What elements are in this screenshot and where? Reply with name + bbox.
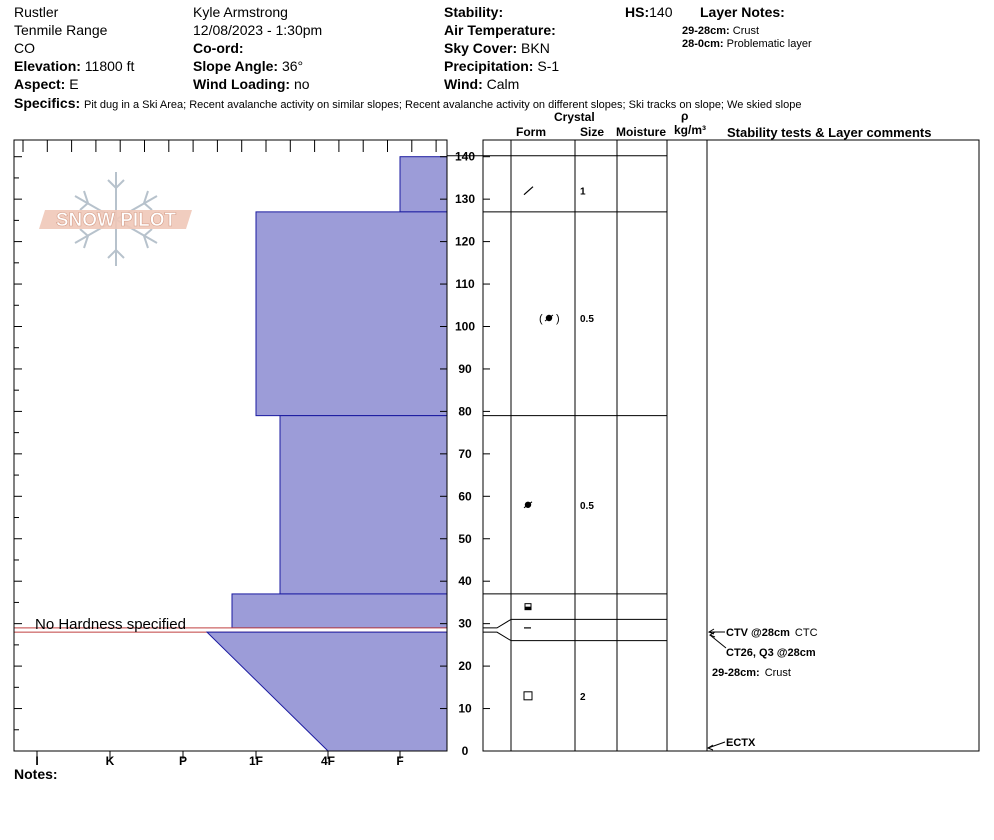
col-stability: Stability tests & Layer comments [727, 125, 932, 140]
y-tick-label-70: 70 [458, 446, 472, 461]
svg-text:(: ( [539, 313, 543, 326]
x-tick-label-K: K [105, 754, 115, 768]
hardness-layer-0 [400, 157, 447, 212]
svg-text:ECTX: ECTX [726, 737, 756, 749]
wind-loading-value: no [293, 76, 310, 92]
svg-text:CTV @28cmCTC: CTV @28cm CTC [726, 627, 818, 639]
col-moisture: Moisture [616, 125, 667, 139]
layer-note-1: 29-28cm: Crust [682, 25, 760, 37]
hardness-profile [14, 157, 447, 751]
layer-notes-title: Layer Notes: [700, 4, 785, 20]
datetime: 12/08/2023 - 1:30pm [193, 22, 323, 38]
crystal-precipitation-particles-icon [524, 187, 533, 195]
wind-label: Wind: [444, 76, 483, 92]
y-tick-label-90: 90 [458, 361, 472, 376]
slope-label: Slope Angle: [193, 58, 279, 74]
sky-label: Sky Cover: [444, 40, 518, 56]
crystal-size-2: 0.5 [580, 500, 594, 512]
slope-value: 36° [281, 58, 304, 74]
y-tick-label-40: 40 [458, 574, 472, 589]
crystal-faceted-crystals-icon [524, 692, 532, 700]
hardness-layer-3 [232, 594, 447, 628]
y-tick-label-0: 0 [461, 744, 469, 758]
aspect-label: Aspect: [14, 76, 66, 92]
crystal-size-1: 0.5 [580, 314, 594, 326]
coord-label: Co-ord: [193, 40, 244, 56]
specifics-value: Pit dug in a Ski Area; Recent avalanche activity on similar slopes; Recent avalanche activity on different slopes; Ski tracks on slope; We skied slope [84, 99, 802, 111]
hs-label: HS: [625, 4, 650, 20]
x-tick-label-P: P [178, 754, 188, 768]
y-tick-label-60: 60 [458, 489, 472, 504]
stability-label: Stability: [444, 4, 504, 20]
precip-label: Precipitation: [444, 58, 534, 74]
stability-comment-0 [709, 627, 818, 639]
connector-28 [483, 632, 511, 640]
crystal-size-0: 1 [580, 186, 586, 198]
y-tick-label-30: 30 [458, 616, 472, 631]
x-tick-label-4F: 4F [320, 754, 336, 768]
hardness-layer-1 [256, 212, 447, 416]
aspect-value: E [69, 76, 79, 92]
crystal-decomposing-fragments-icon [539, 313, 560, 325]
hardness-layer-5 [207, 632, 447, 751]
logo-text: SNOW PILOT [55, 210, 177, 231]
col-size: Size [580, 125, 605, 139]
y-tick-label-80: 80 [458, 404, 472, 419]
y-tick-label-10: 10 [458, 701, 472, 716]
sky-value: BKN [521, 40, 550, 56]
x-tick-label-I: I [35, 754, 39, 768]
svg-text:): ) [556, 313, 560, 326]
specifics-label: Specifics: [14, 95, 81, 111]
precip-value: S-1 [537, 58, 560, 74]
y-tick-label-50: 50 [458, 531, 472, 546]
col-crystal: Crystal [554, 110, 595, 124]
y-tick-label-140: 140 [454, 149, 476, 164]
crystal-size-5: 2 [580, 691, 586, 703]
layer-note-2: 28-0cm: Problematic layer [682, 38, 812, 50]
snowpilot-logo [39, 172, 192, 266]
elevation-label: Elevation: [14, 58, 81, 74]
x-tick-label-1F: 1F [248, 754, 264, 768]
y-tick-label-110: 110 [455, 277, 475, 292]
col-form: Form [516, 125, 546, 139]
air-temp-label: Air Temperature: [444, 22, 556, 38]
y-tick-label-120: 120 [454, 234, 476, 249]
table-frame [483, 140, 979, 751]
no-hardness-label: No Hardness specified [35, 616, 186, 633]
wind-value: Calm [486, 76, 520, 92]
elevation-value: 11800 ft [84, 58, 135, 74]
hs-value: 140 [649, 4, 673, 20]
y-tick-label-20: 20 [458, 659, 472, 674]
hardness-layer-2 [280, 416, 447, 594]
crystal-mixed-forms-icon [525, 604, 531, 610]
x-tick-label-F: F [396, 754, 404, 768]
observer: Kyle Armstrong [193, 4, 288, 20]
svg-text:29-28cm:Crust: 29-28cm: Crust [712, 667, 791, 679]
col-rho: ρ [681, 109, 689, 123]
y-tick-label-100: 100 [454, 319, 476, 334]
crystal-rounded-grains-icon [524, 502, 532, 508]
y-tick-label-130: 130 [454, 192, 476, 207]
stability-comments [708, 627, 818, 750]
wind-loading-label: Wind Loading: [193, 76, 291, 92]
state: CO [14, 40, 35, 56]
stability-comment-3 [708, 737, 756, 750]
svg-text:CT26, Q3 @28cm: CT26, Q3 @28cm [726, 647, 816, 659]
stability-comment-2 [712, 667, 791, 679]
range: Tenmile Range [14, 22, 108, 38]
col-density-unit: kg/m³ [674, 123, 707, 137]
layer-table [447, 140, 979, 751]
location: Rustler [14, 4, 59, 20]
notes-label: Notes: [14, 766, 58, 782]
